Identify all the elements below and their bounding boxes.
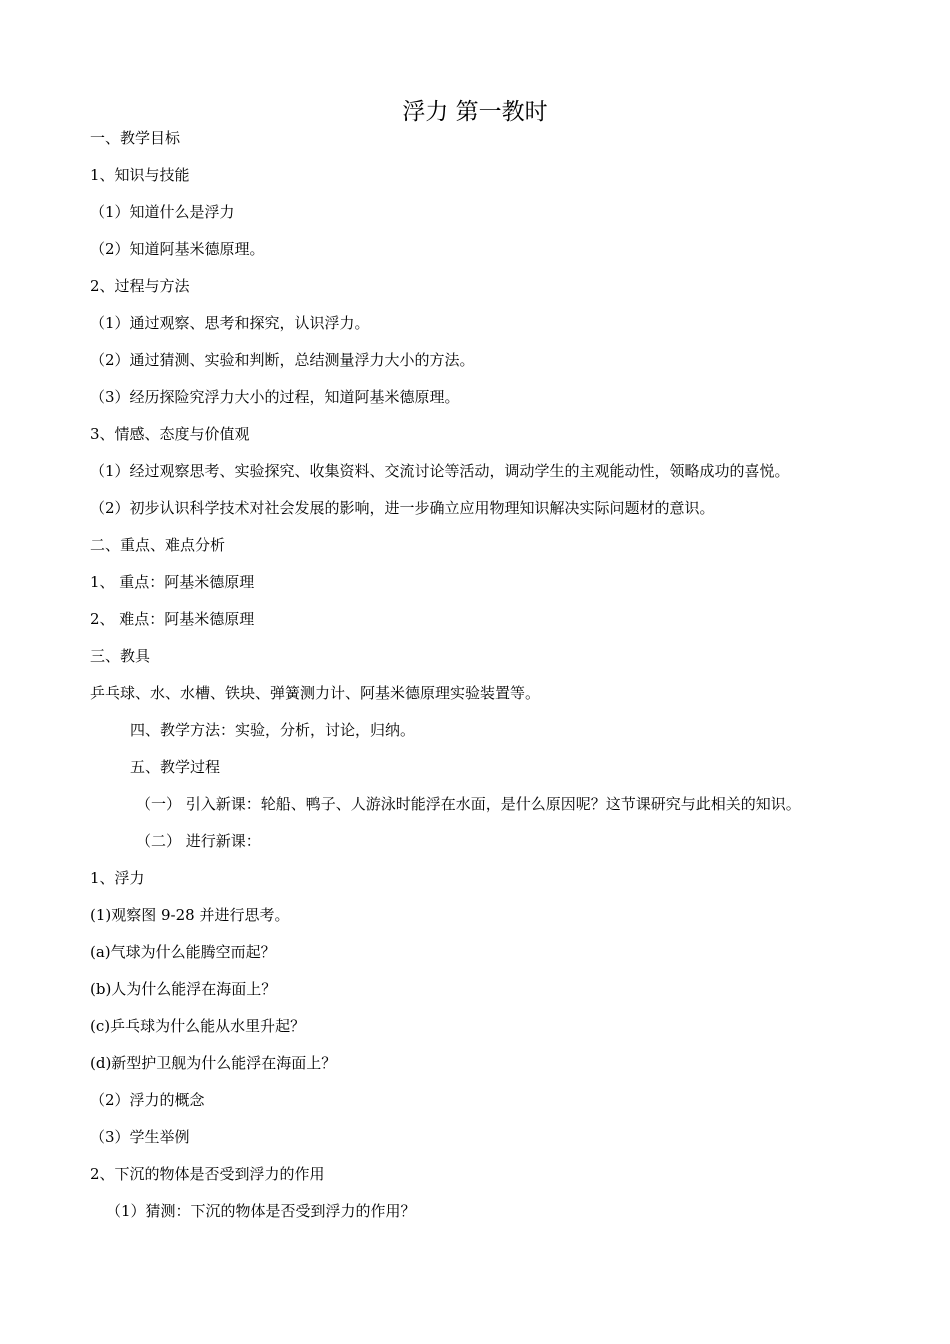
section-heading-objectives: 一、教学目标: [90, 129, 181, 147]
list-item: (1)观察图 9-28 并进行思考。: [90, 906, 290, 924]
section-heading-methods: 四、教学方法：实验，分析，讨论，归纳。: [130, 721, 416, 739]
page-title: 浮力 第一教时: [402, 99, 548, 125]
subsection-heading: 3、情感、态度与价值观: [90, 425, 250, 443]
list-item: 2、 难点：阿基米德原理: [90, 610, 255, 628]
list-item: （1）知道什么是浮力: [90, 203, 235, 221]
list-item: (d)新型护卫舰为什么能浮在海面上？: [90, 1054, 337, 1072]
list-item: （2）初步认识科学技术对社会发展的影响，进一步确立应用物理知识解决实际问题材的意识。: [90, 499, 715, 517]
list-item: （1）通过观察、思考和探究，认识浮力。: [90, 314, 370, 332]
list-item: （一） 引入新课：轮船、鸭子、人游泳时能浮在水面，是什么原因呢？这节课研究与此相关的知识。: [136, 795, 801, 813]
subsection-heading: 2、下沉的物体是否受到浮力的作用: [90, 1165, 325, 1183]
list-item: （2）浮力的概念: [90, 1091, 205, 1109]
list-item: （二） 进行新课：: [136, 832, 261, 850]
subsection-heading: 1、知识与技能: [90, 166, 190, 184]
list-item: （3）经历探险究浮力大小的过程，知道阿基米德原理。: [90, 388, 460, 406]
section-heading-process: 五、教学过程: [130, 758, 221, 776]
list-item: （2）知道阿基米德原理。: [90, 240, 265, 258]
section-heading-key-points: 二、重点、难点分析: [90, 536, 226, 554]
list-item: (c)乒乓球为什么能从水里升起？: [90, 1017, 306, 1035]
list-item: 1、 重点：阿基米德原理: [90, 573, 255, 591]
list-item: （1）经过观察思考、实验探究、收集资料、交流讨论等活动，调动学生的主观能动性，领略成功的喜悦。: [90, 462, 790, 480]
list-item: (b)人为什么能浮在海面上？: [90, 980, 277, 998]
list-item: （3）学生举例: [90, 1128, 190, 1146]
section-heading-materials: 三、教具: [90, 647, 151, 665]
subsection-heading: 1、浮力: [90, 869, 145, 887]
subsection-heading: 2、过程与方法: [90, 277, 190, 295]
list-item: （2）通过猜测、实验和判断，总结测量浮力大小的方法。: [90, 351, 475, 369]
list-item: （1）猜测：下沉的物体是否受到浮力的作用？: [106, 1202, 416, 1220]
list-item: (a)气球为什么能腾空而起？: [90, 943, 276, 961]
paragraph: 乒乓球、水、水槽、铁块、弹簧测力计、阿基米德原理实验装置等。: [90, 684, 541, 702]
